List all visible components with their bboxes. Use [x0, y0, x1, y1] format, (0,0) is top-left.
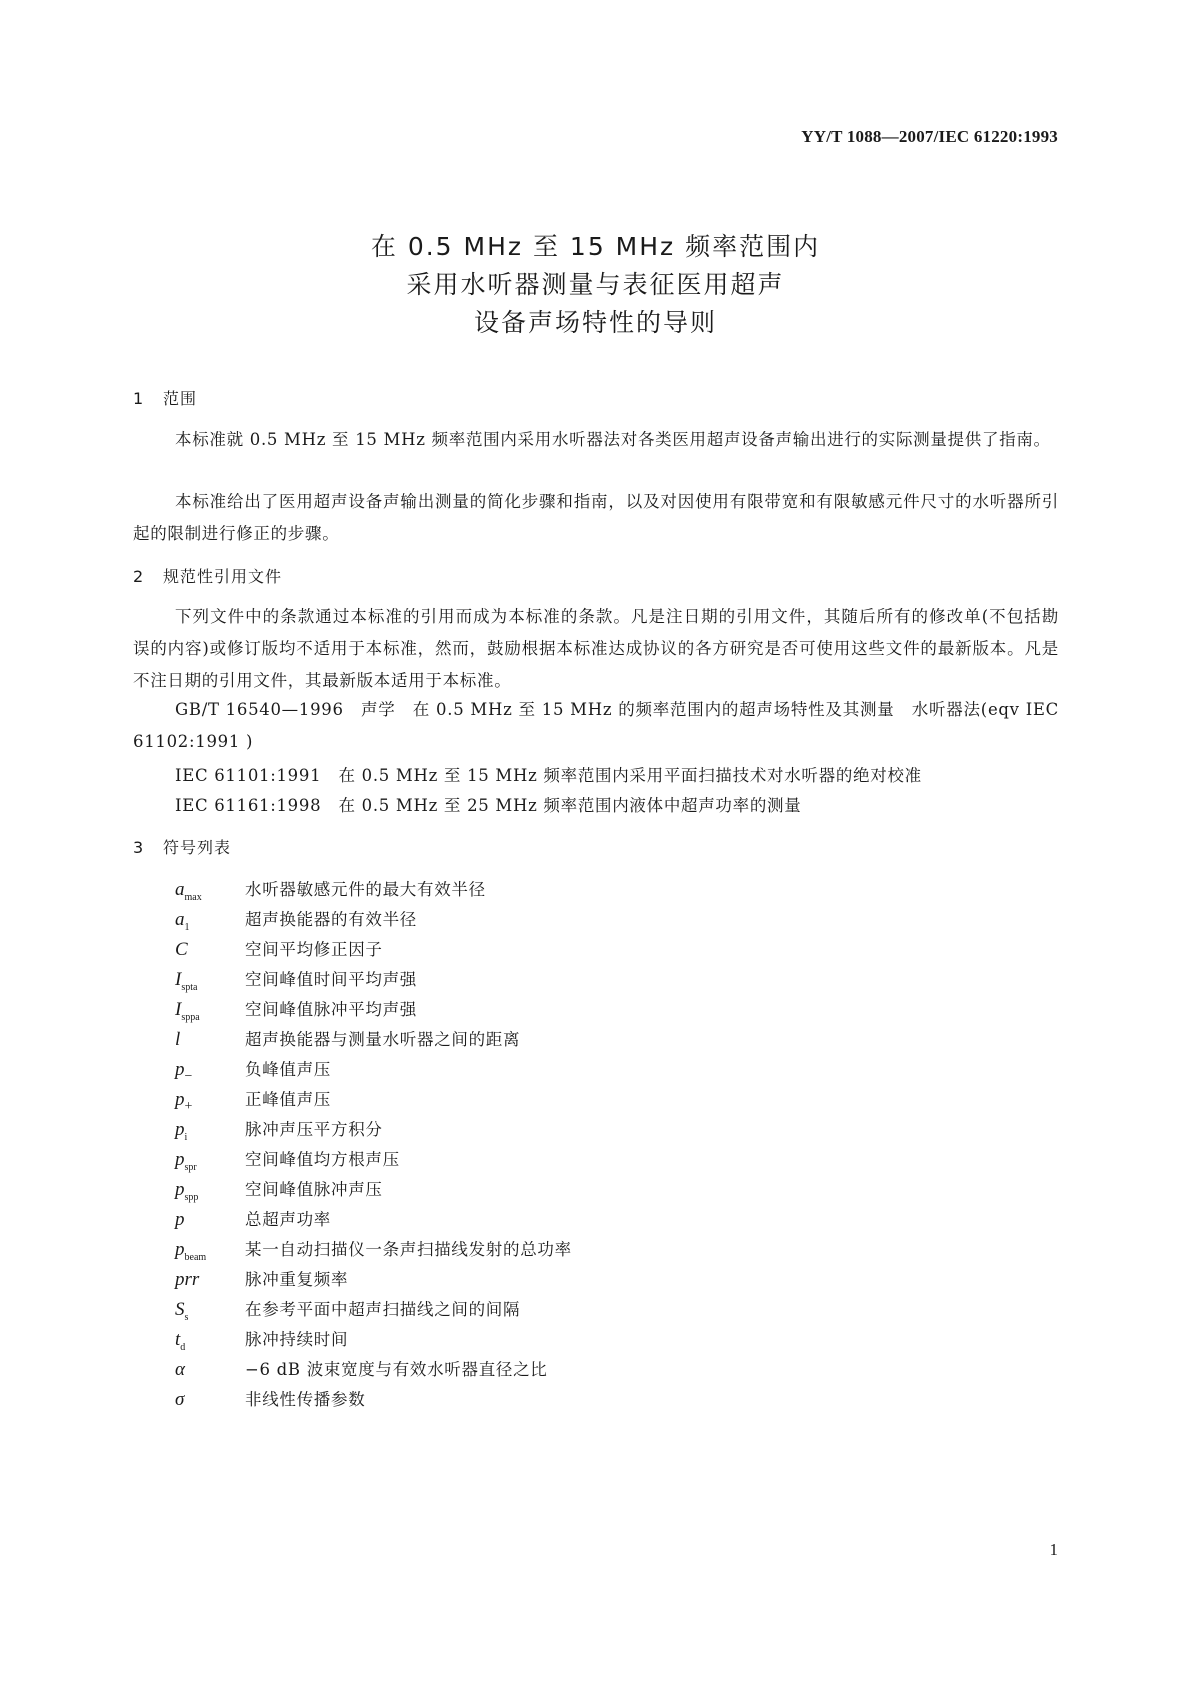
symbol-description: 正峰值声压: [245, 1090, 331, 1109]
symbol-row: [175, 966, 417, 996]
symbol-description: 非线性传播参数: [245, 1390, 366, 1409]
section-title: 规范性引用文件: [163, 567, 283, 586]
symbol: σ: [175, 1389, 185, 1410]
symbol-row: [175, 936, 383, 966]
symbol: C: [175, 939, 188, 960]
symbol-row: [175, 1386, 365, 1416]
symbol: p: [175, 1209, 185, 1230]
symbol-row: [175, 1176, 383, 1206]
symbol-row: [175, 876, 486, 906]
standard-code: YY/T 1088—2007/IEC 61220:1993: [801, 127, 1058, 146]
symbol-row: [175, 1116, 383, 1146]
section-title: 范围: [163, 389, 198, 408]
section-title: 符号列表: [163, 838, 232, 857]
symbol: l: [175, 1029, 181, 1050]
symbol-row: [175, 906, 417, 936]
symbol: α: [175, 1359, 185, 1380]
symbol-row: [175, 1086, 331, 1116]
symbol: $I_{sppa}$: [175, 999, 200, 1023]
reference-doc-3: IEC 61161:1998 在 0.5 MHz 至 25 MHz 频率范围内液体中超声功率的测量: [175, 796, 802, 815]
section-number: 2: [133, 567, 145, 586]
section-heading-references: [133, 564, 282, 587]
symbol-description: 空间峰值脉冲声压: [245, 1180, 383, 1199]
title-line-3: 设备声场特性的导则: [473, 308, 717, 337]
symbol-description: 脉冲持续时间: [245, 1330, 349, 1349]
symbol-row: [175, 1326, 348, 1356]
symbol-description: 负峰值声压: [245, 1060, 331, 1079]
symbol-row: [175, 1146, 400, 1176]
section-heading-symbols: [133, 835, 231, 858]
symbol: $a_{max}$: [175, 879, 202, 903]
symbol: $t_d$: [175, 1329, 186, 1353]
symbol-description: 空间峰值均方根声压: [245, 1150, 400, 1169]
symbol-description: 超声换能器与测量水听器之间的距离: [245, 1030, 521, 1049]
symbol: $p_i$: [175, 1119, 188, 1143]
symbol-description: 超声换能器的有效半径: [245, 910, 417, 929]
document-title: [0, 228, 1191, 342]
section-number: 3: [133, 838, 145, 857]
symbol-description: 空间平均修正因子: [245, 940, 383, 959]
symbol-row: [175, 1236, 572, 1266]
symbol: $a_1$: [175, 909, 190, 933]
symbol: $p_-$: [175, 1059, 193, 1084]
symbol-description: 空间峰值时间平均声强: [245, 970, 417, 989]
symbol-description: 总超声功率: [245, 1210, 331, 1229]
title-line-2: 采用水听器测量与表征医用超声: [406, 270, 785, 299]
symbol-description: 脉冲声压平方积分: [245, 1120, 383, 1139]
symbol: $p_{spr}$: [175, 1149, 197, 1173]
title-line-1: 在 0.5 MHz 至 15 MHz 频率范围内: [370, 232, 821, 261]
symbol-row: [175, 1026, 520, 1056]
references-intro: 下列文件中的条款通过本标准的引用而成为本标准的条款。凡是注日期的引用文件，其随后所有的修改单(不包括勘误的内容)或修订版均不适用于本标准，然而，鼓励根据本标准达成协议的各方研究是否可使用这些文件的最新版本。凡是不注日期的引用文件，其最新版本适用于本标准。: [133, 607, 1059, 690]
symbol-description: −6 dB 波束宽度与有效水听器直径之比: [245, 1360, 548, 1379]
symbol-row: [175, 1296, 520, 1326]
symbol-description: 空间峰值脉冲平均声强: [245, 1000, 417, 1019]
symbol-description: 脉冲重复频率: [245, 1270, 349, 1289]
symbol-row: [175, 996, 417, 1026]
scope-paragraph-1: 本标准就 0.5 MHz 至 15 MHz 频率范围内采用水听器法对各类医用超声设备声输出进行的实际测量提供了指南。: [175, 430, 1051, 449]
symbol-description: 某一自动扫描仪一条声扫描线发射的总功率: [245, 1240, 572, 1259]
symbol-row: [175, 1356, 548, 1386]
reference-doc-1: GB/T 16540—1996 声学 在 0.5 MHz 至 15 MHz 的频率范围内的超声场特性及其测量 水听器法(eqv IEC 61102:1991 ): [133, 700, 1059, 751]
section-heading-scope: [133, 386, 197, 409]
symbol-description: 在参考平面中超声扫描线之间的间隔: [245, 1300, 521, 1319]
symbol: $p_{beam}$: [175, 1239, 207, 1263]
page-number: 1: [1049, 1540, 1058, 1559]
symbol-row: [175, 1266, 348, 1296]
reference-doc-2: IEC 61101:1991 在 0.5 MHz 至 15 MHz 频率范围内采用平面扫描技术对水听器的绝对校准: [175, 766, 922, 785]
symbol-description: 水听器敏感元件的最大有效半径: [245, 880, 486, 899]
symbol: $p_{spp}$: [175, 1179, 199, 1203]
scope-paragraph-2: 本标准给出了医用超声设备声输出测量的简化步骤和指南，以及对因使用有限带宽和有限敏感元件尺寸的水听器所引起的限制进行修正的步骤。: [133, 492, 1059, 543]
symbol: $S_s$: [175, 1299, 189, 1323]
symbol: $I_{spta}$: [175, 969, 198, 993]
section-number: 1: [133, 389, 145, 408]
symbol: prr: [175, 1269, 200, 1290]
symbol-row: [175, 1206, 331, 1236]
symbol-row: [175, 1056, 331, 1086]
symbol: $p_+$: [175, 1089, 193, 1114]
